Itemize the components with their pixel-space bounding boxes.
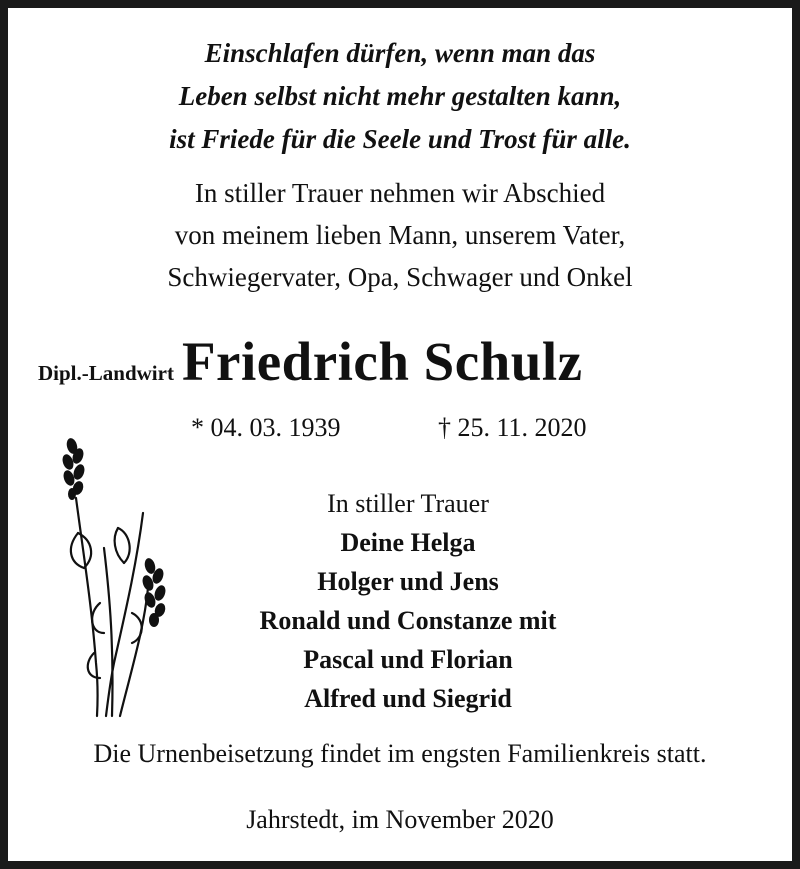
intro-line: Schwiegervater, Opa, Schwager und Onkel — [167, 262, 633, 292]
poem-line: Einschlafen dürfen, wenn man das — [204, 38, 596, 68]
mourner-name: Pascal und Florian — [303, 645, 513, 674]
deceased-name: Friedrich Schulz — [181, 331, 583, 392]
poem-line: Leben selbst nicht mehr gestalten kann, — [178, 81, 622, 111]
poem — [8, 32, 792, 161]
mourner-name: Holger und Jens — [317, 567, 499, 596]
mourners-list — [168, 484, 648, 718]
mourner-name: Ronald und Constanze mit — [259, 606, 557, 635]
intro-line: In stiller Trauer nehmen wir Abschied — [194, 178, 606, 208]
mourners-heading: In stiller Trauer — [327, 489, 489, 518]
intro-text — [8, 172, 792, 298]
mourner-name: Alfred und Siegrid — [304, 684, 512, 713]
place-date: Jahrstedt, im November 2020 — [246, 805, 554, 834]
deceased-name-row — [38, 330, 583, 393]
wheat-icon — [48, 428, 183, 718]
poem-line: ist Friede für die Seele und Trost für alle. — [169, 124, 631, 154]
mourner-name: Deine Helga — [340, 528, 476, 557]
birth-date: * 04. 03. 1939 — [191, 413, 341, 442]
deceased-title: Dipl.-Landwirt — [38, 361, 174, 385]
burial-note: Die Urnenbeisetzung findet im engsten Familienkreis statt. — [93, 739, 707, 768]
death-date: † 25. 11. 2020 — [438, 413, 587, 442]
intro-line: von meinem lieben Mann, unserem Vater, — [174, 220, 626, 250]
